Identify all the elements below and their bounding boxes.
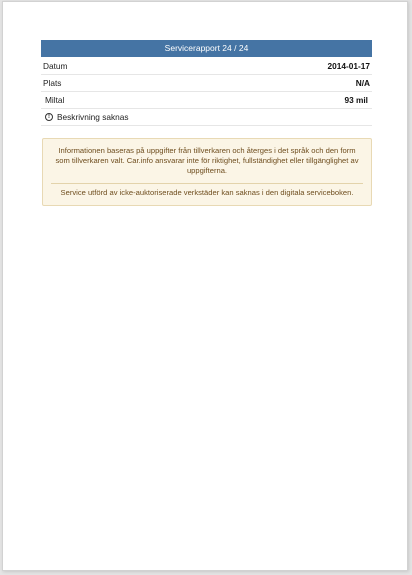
service-details-table bbox=[41, 58, 372, 126]
notice-divider bbox=[51, 183, 363, 184]
service-report-header: Servicerapport 24 / 24 bbox=[41, 40, 372, 57]
row-date bbox=[41, 58, 372, 75]
date-label: Datum bbox=[43, 61, 68, 71]
info-icon: ! bbox=[45, 113, 53, 121]
row-mileage bbox=[41, 92, 372, 109]
location-label: Plats bbox=[43, 78, 62, 88]
unauthorized-service-note: Service utförd av icke-auktoriserade verkstäder kan saknas i den digitala serviceboken. bbox=[60, 188, 354, 197]
row-description bbox=[41, 109, 372, 126]
mileage-label: Miltal bbox=[45, 95, 65, 105]
document-page bbox=[2, 1, 408, 571]
mileage-value: 93 mil bbox=[344, 95, 368, 105]
description-missing-label: Beskrivning saknas bbox=[57, 112, 129, 122]
date-value: 2014-01-17 bbox=[327, 61, 370, 71]
disclaimer-text: Informationen baseras på uppgifter från tillverkaren och återges i det språk och den form som tillverkaren valt. Car.info ansvarar inte för riktighet, fullständighet eller tillgänglighet av uppgifterna. bbox=[55, 146, 359, 176]
disclaimer-notice bbox=[42, 138, 372, 206]
location-value: N/A bbox=[355, 78, 370, 88]
row-location bbox=[41, 75, 372, 92]
